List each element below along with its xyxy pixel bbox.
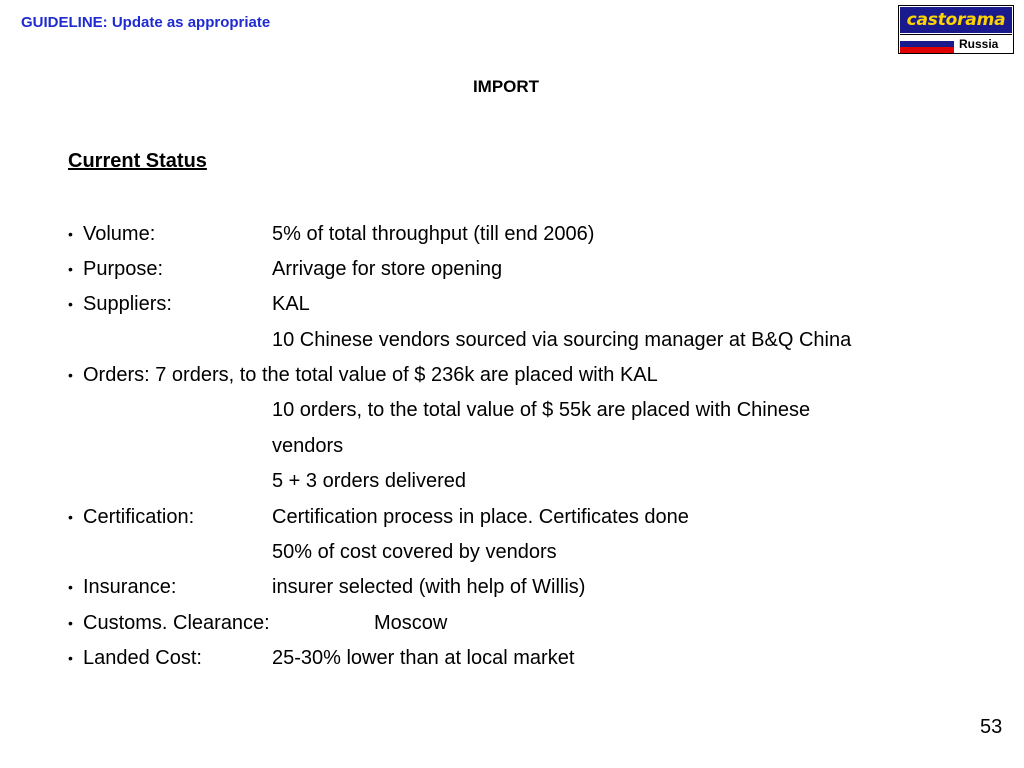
- item-value: insurer selected (with help of Willis): [272, 576, 586, 598]
- logo-banner: [900, 7, 1012, 33]
- item-label: Volume:: [83, 223, 156, 245]
- item-value: 10 orders, to the total value of $ 55k are placed with Chinese: [272, 399, 811, 421]
- section-heading: Current Status: [68, 150, 207, 172]
- bullet-icon: •: [68, 579, 73, 595]
- bullet-icon: •: [68, 261, 73, 277]
- logo-brand-text: castorama: [906, 10, 1006, 30]
- item-value: 5 + 3 orders delivered: [272, 470, 467, 492]
- item-label: Suppliers:: [83, 293, 172, 315]
- item-value: Arrivage for store opening: [272, 258, 503, 280]
- bullet-icon: •: [68, 615, 73, 631]
- item-label: Orders: 7 orders, to the total value of $ 236k are placed with KAL: [83, 364, 658, 386]
- bullet-icon: •: [68, 226, 73, 242]
- bullet-icon: •: [68, 296, 73, 312]
- item-value: vendors: [272, 435, 344, 457]
- page-title: IMPORT: [472, 77, 540, 96]
- item-value: Moscow: [374, 612, 448, 634]
- item-value: 50% of cost covered by vendors: [272, 541, 557, 563]
- item-value: 10 Chinese vendors sourced via sourcing manager at B&Q China: [272, 329, 852, 351]
- item-value: Certification process in place. Certificates done: [272, 506, 689, 528]
- guideline-note: GUIDELINE: Update as appropriate: [21, 14, 271, 31]
- item-value: KAL: [272, 293, 310, 315]
- item-label: Customs. Clearance:: [83, 612, 270, 634]
- item-value: 5% of total throughput (till end 2006): [272, 223, 595, 245]
- item-label: Certification:: [83, 506, 195, 528]
- logo-country-text: Russia: [959, 37, 999, 51]
- bullet-icon: •: [68, 367, 73, 383]
- item-label: Landed Cost:: [83, 647, 202, 669]
- castorama-russia-logo: [898, 5, 1014, 54]
- russian-flag-icon: [900, 35, 954, 53]
- item-label: Insurance:: [83, 576, 177, 598]
- page-number: 53: [980, 716, 1003, 738]
- item-value: 25-30% lower than at local market: [272, 647, 575, 669]
- item-label: Purpose:: [83, 258, 164, 280]
- bullet-icon: •: [68, 650, 73, 666]
- bullet-icon: •: [68, 509, 73, 525]
